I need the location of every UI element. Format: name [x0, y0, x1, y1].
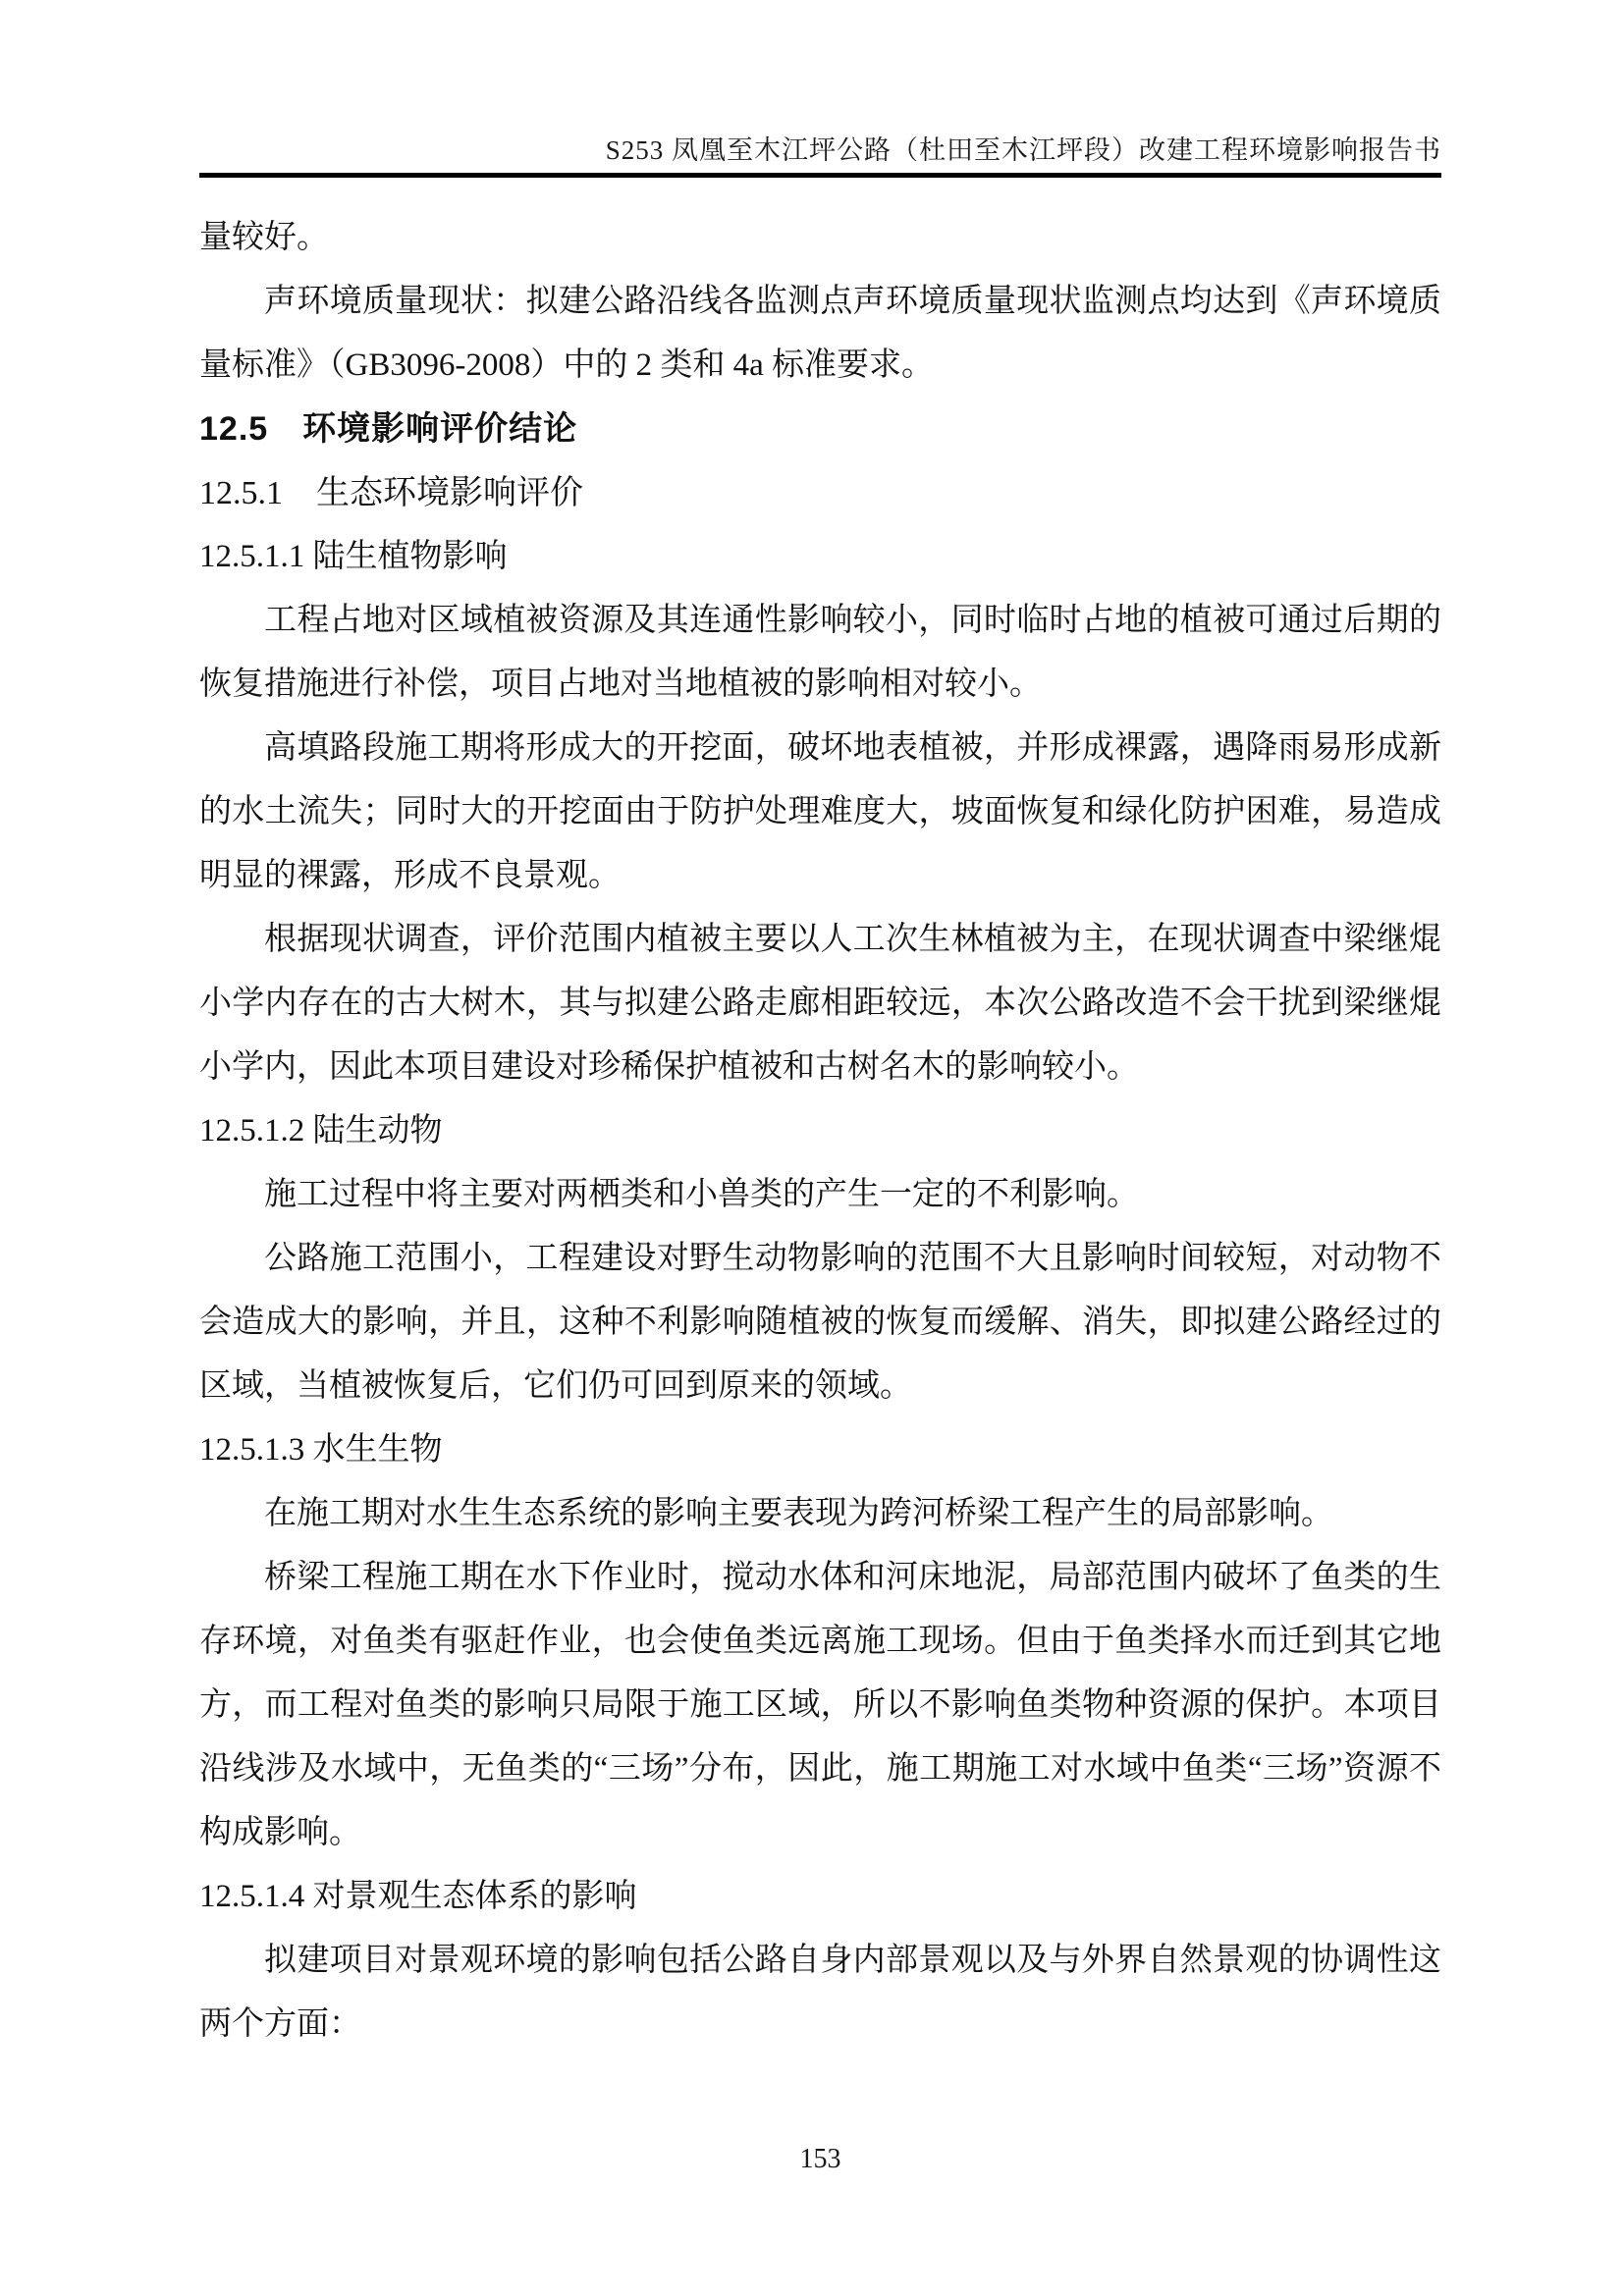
paragraph-construction-impact-animals: 施工过程中将主要对两栖类和小兽类的产生一定的不利影响。 [264, 1177, 1139, 1212]
paragraph-vegetation-survey: 根据现状调查，评价范围内植被主要以人工次生林植被为主，在现状调查中梁继焜小学内存在的古大树木，其与拟建公路走廊相距较远，本次公路改造不会干扰到梁继焜小学内，因此本项目建设对珍稀保护植被和古树名木的影响较小。 [199, 922, 1441, 1085]
heading-12-5-1-3: 12.5.1.3 水生生物 [199, 1432, 443, 1468]
heading-12-5-1-4: 12.5.1.4 对景观生态体系的影响 [199, 1879, 637, 1914]
heading-12-5-1-1: 12.5.1.1 陆生植物影响 [199, 539, 508, 574]
header-rule [199, 173, 1441, 178]
page-header-title: S253 凤凰至木江坪公路（杜田至木江坪段）改建工程环境影响报告书 [605, 135, 1441, 165]
paragraph-wildlife-impact-scope: 公路施工范围小，工程建设对野生动物影响的范围不大且影响时间较短，对动物不会造成大的影响，并且，这种不利影响随植被的恢复而缓解、消失，即拟建公路经过的区域，当植被恢复后，它们仍可回到原来的领域。 [199, 1241, 1441, 1404]
paragraph-noise-environment-status: 声环境质量现状：拟建公路沿线各监测点声环境质量现状监测点均达到《声环境质量标准》（GB3096-2008）中的 2 类和 4a 标准要求。 [199, 284, 1441, 383]
document-body [199, 206, 1441, 2056]
paragraph-high-fill-sections: 高填路段施工期将形成大的开挖面，破坏地表植被，并形成裸露，遇降雨易形成新的水土流失；同时大的开挖面由于防护处理难度大，坡面恢复和绿化防护困难，易造成明显的裸露，形成不良景观。 [199, 730, 1441, 893]
paragraph-landscape-impact: 拟建项目对景观环境的影响包括公路自身内部景观以及与外界自然景观的协调性这两个方面： [199, 1943, 1441, 2042]
heading-12-5: 12.5 环境影响评价结论 [199, 410, 578, 448]
paragraph-land-occupation: 工程占地对区域植被资源及其连通性影响较小，同时临时占地的植被可通过后期的恢复措施进行补偿，项目占地对当地植被的影响相对较小。 [199, 603, 1441, 702]
paragraph-aquatic-ecosystem: 在施工期对水生生态系统的影响主要表现为跨河桥梁工程产生的局部影响。 [264, 1496, 1333, 1531]
paragraph-continuation: 量较好。 [199, 220, 329, 255]
paragraph-bridge-construction-fish: 桥梁工程施工期在水下作业时，搅动水体和河床地泥，局部范围内破坏了鱼类的生存环境，对鱼类有驱赶作业，也会使鱼类远离施工现场。但由于鱼类择水而迁到其它地方，而工程对鱼类的影响只局限于施工区域，所以不影响鱼类物种资源的保护。本项目沿线涉及水域中，无鱼类的“三场”分布，因此，施工期施工对水域中鱼类“三场”资源不构成影响。 [199, 1560, 1441, 1850]
page-number: 153 [799, 2144, 841, 2174]
heading-12-5-1: 12.5.1 生态环境影响评价 [199, 475, 583, 511]
heading-12-5-1-2: 12.5.1.2 陆生动物 [199, 1113, 443, 1148]
